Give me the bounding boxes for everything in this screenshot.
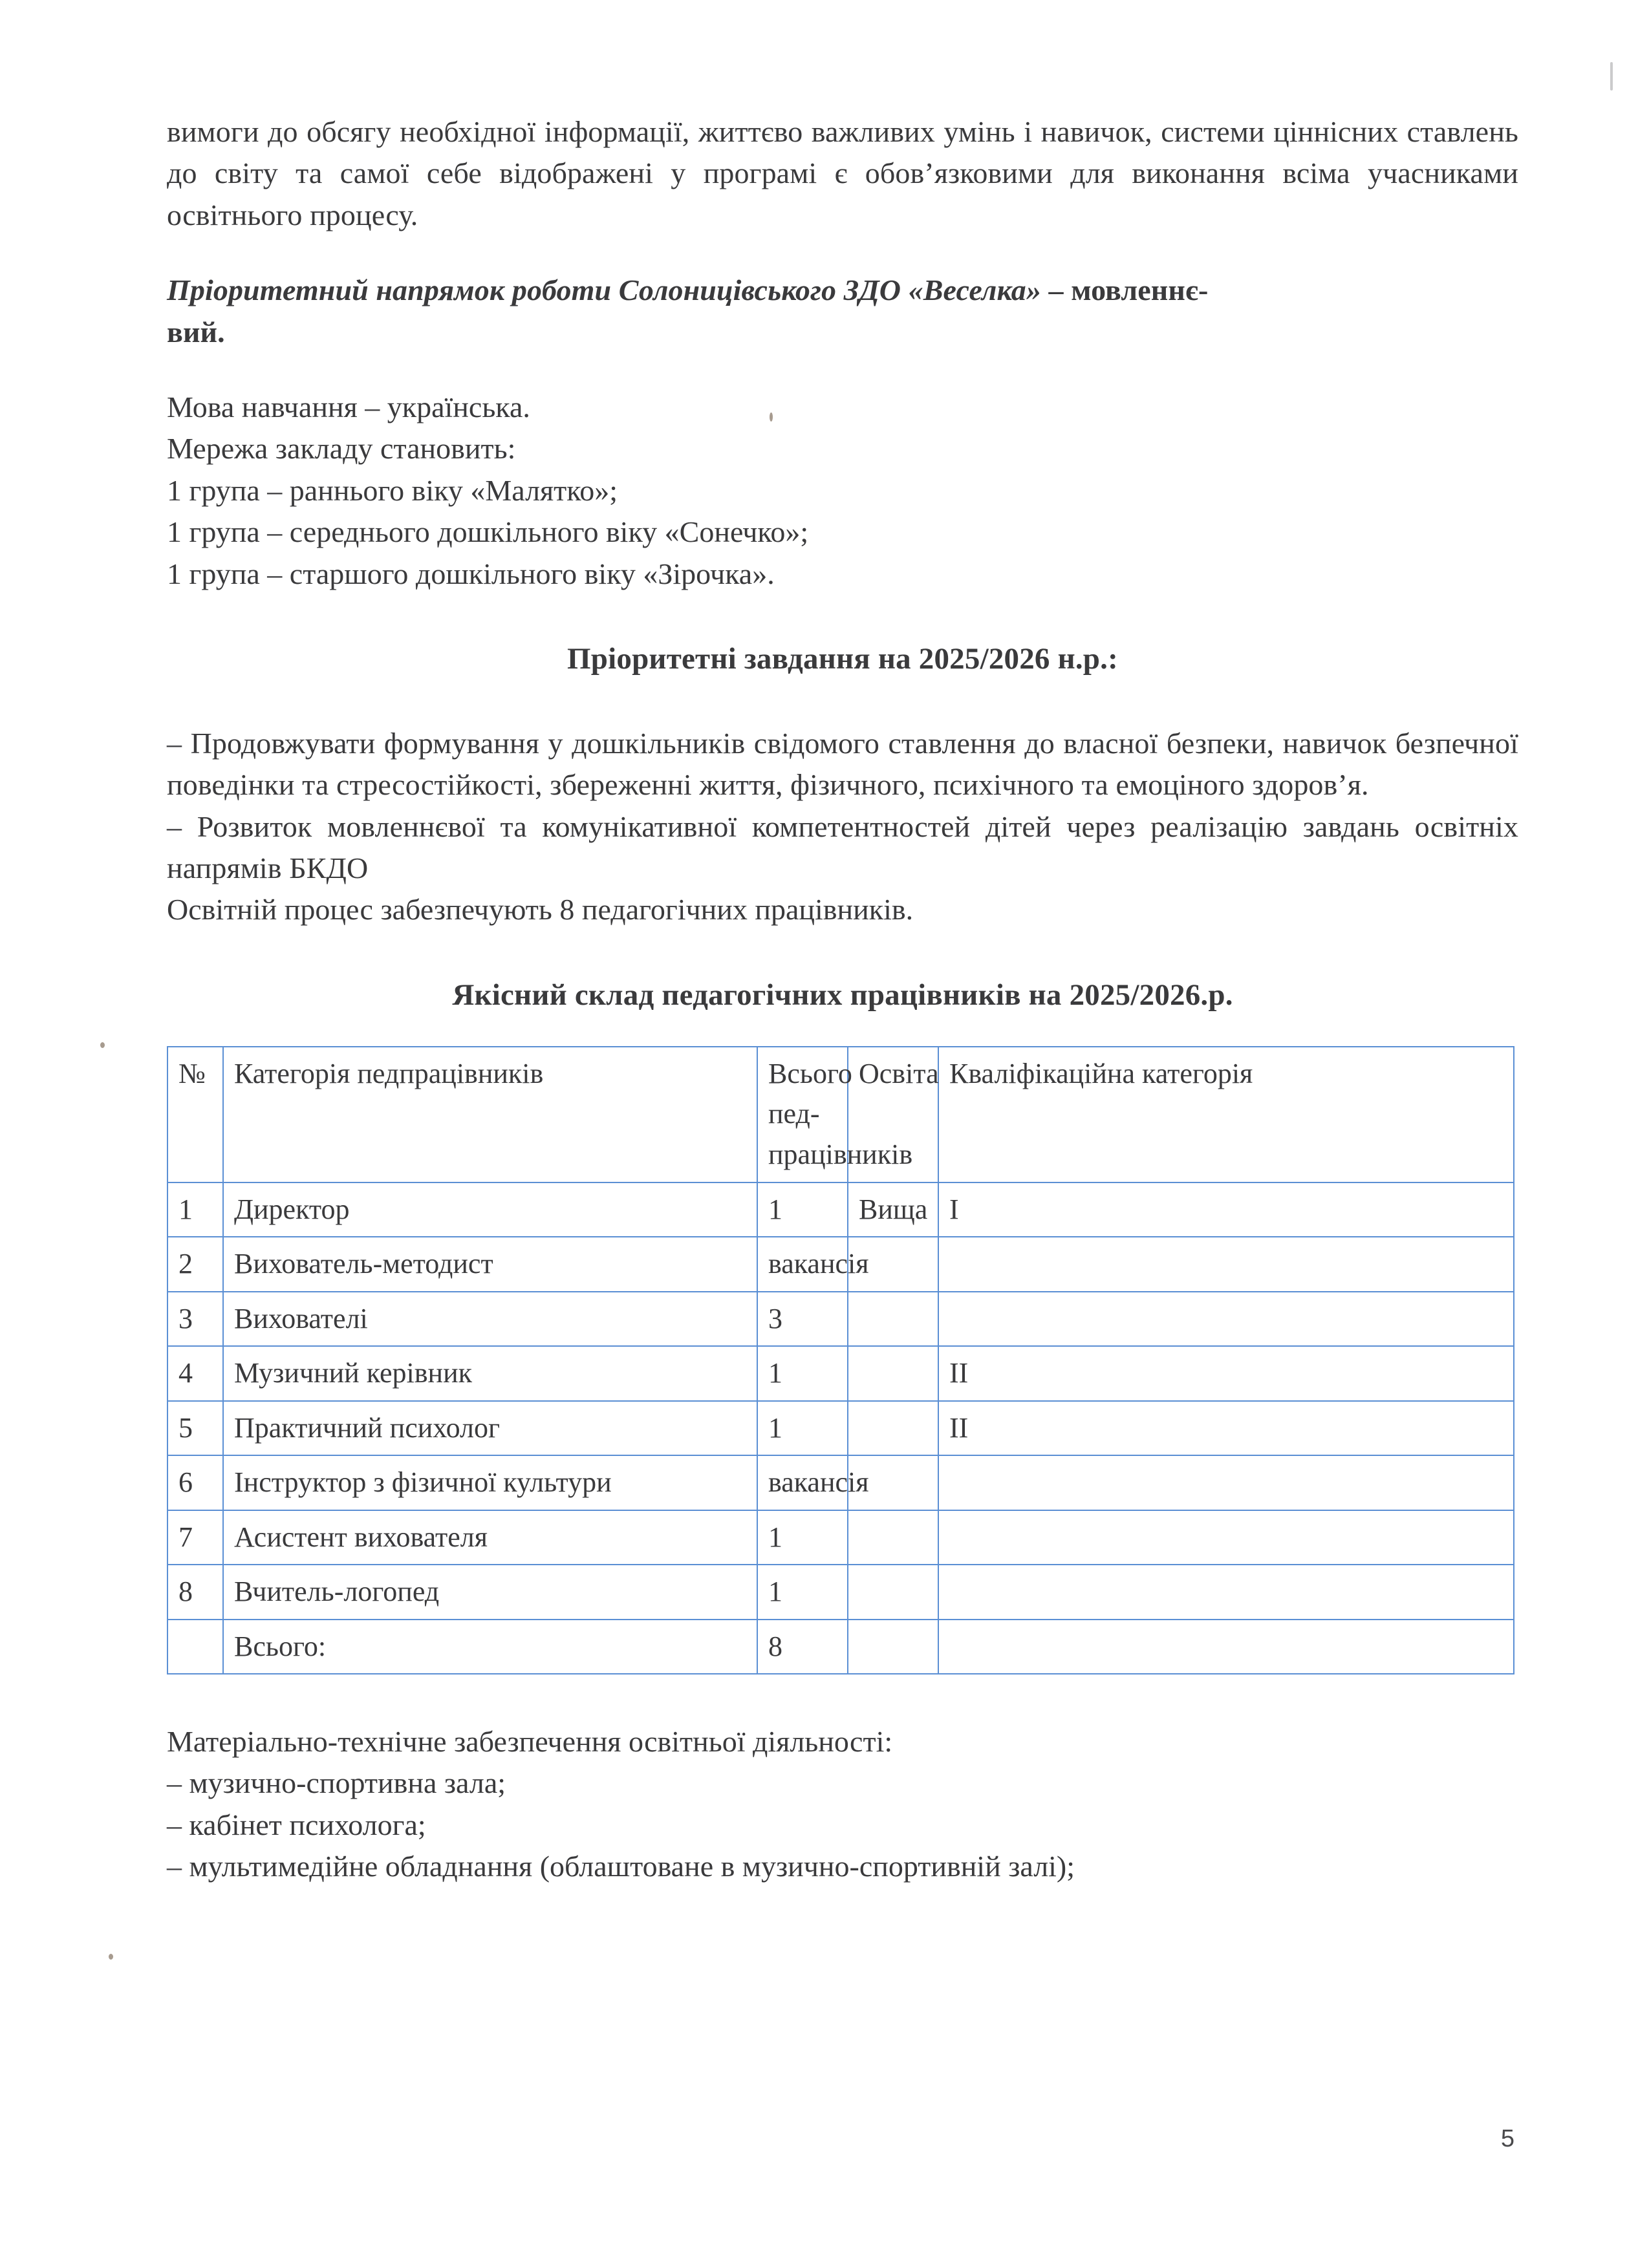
cell-qualification: ІІ (938, 1346, 1514, 1400)
cell-qualification (938, 1510, 1514, 1565)
document-body (167, 111, 1518, 1888)
cell-category: Всього: (223, 1620, 757, 1674)
cell-qualification: ІІ (938, 1401, 1514, 1455)
cell-education (848, 1292, 938, 1346)
group-line-3: 1 група – старшого дошкільного віку «Зірочка». (167, 557, 775, 590)
material-item-1: – музично-спортивна зала; (167, 1766, 506, 1800)
cell-education: Вища (848, 1182, 938, 1237)
scan-edge-mark (1610, 62, 1613, 91)
header-cell-education: Освіта (848, 1047, 938, 1182)
table-row (167, 1455, 1514, 1510)
cell-number: 2 (167, 1237, 223, 1291)
cell-total: вакансія (757, 1237, 848, 1291)
cell-total: 1 (757, 1565, 848, 1619)
cell-education (848, 1346, 938, 1400)
table-row (167, 1510, 1514, 1565)
cell-education (848, 1401, 938, 1455)
table-row (167, 1292, 1514, 1346)
cell-qualification (938, 1292, 1514, 1346)
cell-category: Вихователь-методист (223, 1237, 757, 1291)
cell-category: Вихователі (223, 1292, 757, 1346)
task-item-3: Освітній процес забезпечують 8 педагогічних працівників. (167, 893, 914, 926)
scan-speck (109, 1954, 113, 1960)
group-line-2: 1 група – середнього дошкільного віку «Сонечко»; (167, 515, 809, 549)
staff-table-heading: Якісний склад педагогічних працівників на 2025/2026.р. (452, 978, 1233, 1012)
cell-qualification (938, 1620, 1514, 1674)
cell-total: 1 (757, 1510, 848, 1565)
cell-total: 8 (757, 1620, 848, 1674)
header-cell-total: Всього пед-працівників (757, 1047, 848, 1182)
task-item-1: – Продовжувати формування у дошкільників свідомого ставлення до власної безпеки, навичок безпечної поведінки та стресостійкості, збереженні життя, фізичного, психічного та емоціного здоров’я. (167, 726, 1518, 802)
header-cell-category: Категорія педпрацівників (223, 1047, 757, 1182)
cell-category: Вчитель-логопед (223, 1565, 757, 1619)
material-item-2: – кабінет психолога; (167, 1808, 426, 1841)
priority-direction-emphasis: Пріоритетний напрямок роботи Солоницівського ЗДО «Веселка» (167, 273, 1041, 307)
header-cell-number: № (167, 1047, 223, 1182)
cell-number: 6 (167, 1455, 223, 1510)
cell-number (167, 1620, 223, 1674)
material-provision-heading: Матеріально-технічне забезпечення освітньої діяльності: (167, 1725, 893, 1759)
material-item-3: – мультимедійне обладнання (облаштоване в музично-спортивній залі); (167, 1850, 1075, 1883)
table-row (167, 1401, 1514, 1455)
table-row (167, 1182, 1514, 1237)
task-item-2: – Розвиток мовленнєвої та комунікативної компетентностей дітей через реалізацію завдань освітніх напрямів БКДО (167, 809, 1518, 885)
cell-education (848, 1510, 938, 1565)
cell-number: 7 (167, 1510, 223, 1565)
page-number: 5 (1500, 2125, 1514, 2152)
table-total-row (167, 1620, 1514, 1674)
priority-direction-continuation: вий. (167, 315, 225, 348)
table-row (167, 1565, 1514, 1619)
cell-number: 4 (167, 1346, 223, 1400)
cell-qualification: І (938, 1182, 1514, 1237)
priority-tasks-heading: Пріоритетні завдання на 2025/2026 н.р.: (567, 641, 1118, 676)
cell-education (848, 1565, 938, 1619)
cell-total: 1 (757, 1346, 848, 1400)
staff-composition-table (167, 1046, 1514, 1674)
language-of-instruction-line: Мова навчання – українська. (167, 390, 530, 423)
network-intro-line: Мережа закладу становить: (167, 432, 516, 465)
cell-number: 5 (167, 1401, 223, 1455)
cell-category: Асистент вихователя (223, 1510, 757, 1565)
cell-category: Директор (223, 1182, 757, 1237)
header-cell-qualification: Кваліфікаційна категорія (938, 1047, 1514, 1182)
group-line-1: 1 група – раннього віку «Малятко»; (167, 473, 618, 507)
cell-category: Музичний керівник (223, 1346, 757, 1400)
cell-number: 8 (167, 1565, 223, 1619)
cell-number: 3 (167, 1292, 223, 1346)
table-row (167, 1346, 1514, 1400)
scan-speck (100, 1042, 105, 1048)
cell-total: вакансія (757, 1455, 848, 1510)
cell-qualification (938, 1565, 1514, 1619)
priority-direction-suffix: – мовленнє- (1040, 273, 1209, 307)
cell-category: Інструктор з фізичної культури (223, 1455, 757, 1510)
cell-total: 1 (757, 1182, 848, 1237)
table-header-row (167, 1047, 1514, 1182)
cell-total: 1 (757, 1401, 848, 1455)
cell-total: 3 (757, 1292, 848, 1346)
priority-direction-paragraph (167, 270, 1518, 353)
cell-category: Практичний психолог (223, 1401, 757, 1455)
table-row (167, 1237, 1514, 1291)
cell-education (848, 1620, 938, 1674)
cell-number: 1 (167, 1182, 223, 1237)
cell-qualification (938, 1237, 1514, 1291)
cell-qualification (938, 1455, 1514, 1510)
intro-paragraph: вимоги до обсягу необхідної інформації, життєво важливих умінь і навичок, системи ціннісних ставлень до світу та самої себе відображені у програмі є обов’язковими для виконання всіма учасниками освітнього процесу. (167, 115, 1518, 231)
